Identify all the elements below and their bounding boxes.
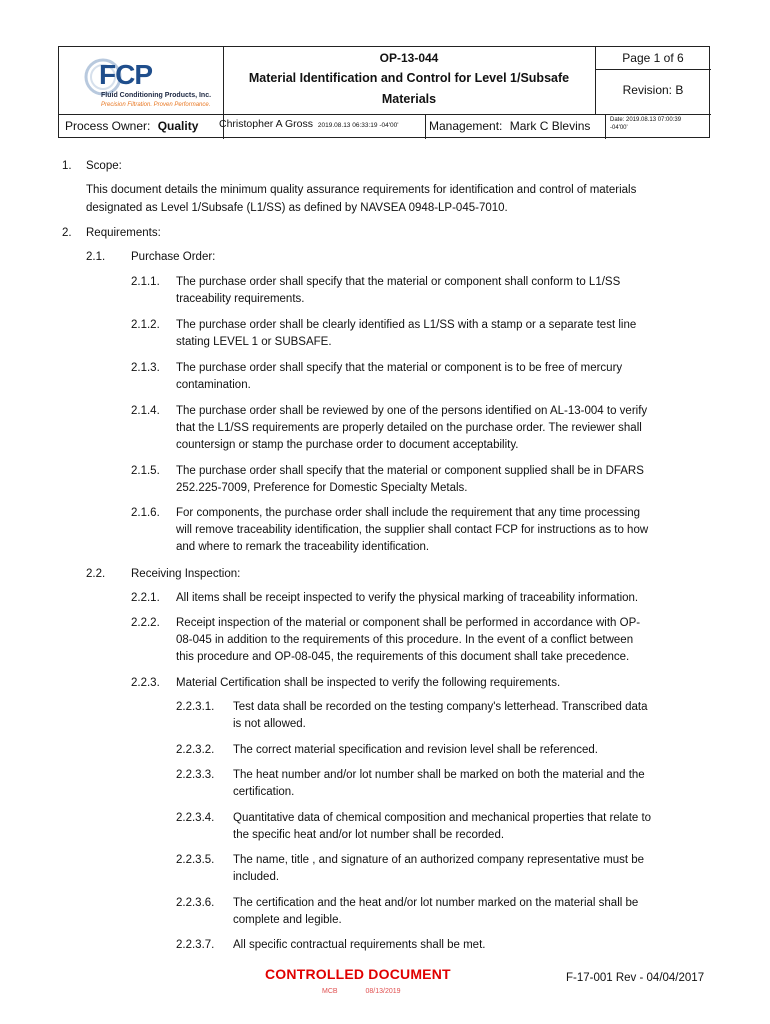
- item-text: Material Certification shall be inspected to verify the following requirements.: [176, 677, 561, 689]
- subitem-text: The name, title , and signature of an authorized company representative must be: [233, 854, 645, 866]
- divider: [425, 114, 426, 139]
- page-indicator: Page 1 of 6: [622, 51, 684, 65]
- subitem-number: 2.2.3.5.: [176, 854, 215, 866]
- item-text: For components, the purchase order shall include the requirement that any time processing: [176, 507, 641, 519]
- logo-letters: FCP: [99, 59, 152, 90]
- subitem-text: included.: [233, 871, 280, 883]
- revision-label: Revision: B: [622, 83, 684, 97]
- form-revision: F-17-001 Rev - 04/04/2017: [566, 972, 705, 984]
- item-number: 2.1.2.: [131, 319, 160, 331]
- section-2-1-number: 2.1.: [86, 251, 106, 263]
- divider: [605, 114, 606, 139]
- item-number: 2.1.1.: [131, 276, 160, 288]
- subitem-text: The correct material specification and revision level shall be referenced.: [233, 744, 598, 756]
- item-text: The purchase order shall specify that the material or component supplied shall be in DFARS: [176, 465, 644, 477]
- process-owner-label: Process Owner:: [65, 119, 151, 133]
- item-text: 08-045 in addition to the requirements of this procedure. In the event of a conflict between: [176, 634, 634, 646]
- item-text: 252.225-7009, Preference for Domestic Specialty Metals.: [176, 482, 468, 494]
- section-2-2-number: 2.2.: [86, 568, 106, 580]
- item-text: contamination.: [176, 379, 251, 391]
- item-text: The purchase order shall be clearly identified as L1/SS with a stamp or a separate test line: [176, 319, 637, 331]
- subitem-number: 2.2.3.4.: [176, 812, 215, 824]
- item-number: 2.1.4.: [131, 405, 160, 417]
- item-text: and where to remark the traceability identification.: [176, 541, 430, 553]
- subitem-number: 2.2.3.7.: [176, 939, 215, 951]
- divider: [595, 69, 711, 70]
- item-text: All items shall be receipt inspected to verify the physical marking of traceability information.: [176, 592, 639, 604]
- item-text: this procedure and OP-08-045, the requirements of this document shall take precedence.: [176, 651, 630, 663]
- management-sign-name: Mark C Blevins: [509, 119, 591, 133]
- item-number: 2.1.6.: [131, 507, 160, 519]
- management-label: Management:: [429, 119, 503, 133]
- stamp-date: 08/13/2019: [365, 988, 401, 995]
- company-logo: [73, 53, 223, 111]
- doc-number: OP-13-044: [379, 51, 439, 65]
- doc-title-line1: Material Identification and Control for Level 1/Subsafe: [248, 71, 570, 85]
- item-text: The purchase order shall be reviewed by one of the persons identified on AL-13-004 to verify: [176, 405, 648, 417]
- management-date-line1: Date: 2019.08.13 07:00:39: [610, 117, 682, 123]
- subitem-number: 2.2.3.2.: [176, 744, 215, 756]
- subitem-number: 2.2.3.6.: [176, 897, 215, 909]
- subitem-text: The certification and the heat and/or lot number marked on the material shall be: [233, 897, 639, 909]
- section-2-title: Requirements:: [86, 227, 161, 239]
- owner-signature: [219, 118, 398, 130]
- item-text: will remove traceability identification, the supplier shall contact FCP for instructions as to how: [176, 524, 649, 536]
- subitem-text: is not allowed.: [233, 718, 306, 730]
- item-text: stating LEVEL 1 or SUBSAFE.: [176, 336, 332, 348]
- section-2-number: 2.: [62, 227, 72, 239]
- item-text: traceability requirements.: [176, 293, 305, 305]
- item-text: countersign or stamp the purchase order to document acceptability.: [176, 439, 519, 451]
- subitem-text: Test data shall be recorded on the testing company's letterhead. Transcribed data: [233, 701, 648, 713]
- doc-title-line2: Materials: [381, 92, 437, 106]
- subitem-text: Quantitative data of chemical composition and mechanical properties that relate to: [233, 812, 652, 824]
- owner-sign-date: 2019.08.13 06:33:19 -04'00': [317, 122, 399, 129]
- scope-text-line1: This document details the minimum quality assurance requirements for identification and control of materials: [86, 184, 637, 196]
- controlled-stamp-details: [322, 988, 401, 995]
- company-name: Fluid Conditioning Products, Inc.: [101, 92, 212, 99]
- item-number: 2.2.2.: [131, 617, 160, 629]
- company-tagline: Precision Filtration. Proven Performance.: [101, 102, 211, 108]
- stamp-initials: MCB: [322, 988, 338, 995]
- subitem-number: 2.2.3.1.: [176, 701, 215, 713]
- item-number: 2.2.1.: [131, 592, 160, 604]
- section-1-title: Scope:: [86, 160, 122, 172]
- subitem-text: the specific heat and/or lot number shall be recorded.: [233, 829, 505, 841]
- subitem-text: complete and legible.: [233, 914, 342, 926]
- subitem-number: 2.2.3.3.: [176, 769, 215, 781]
- item-number: 2.1.3.: [131, 362, 160, 374]
- section-1-number: 1.: [62, 160, 72, 172]
- scope-text-line2: designated as Level 1/Subsafe (L1/SS) as defined by NAVSEA 0948-LP-045-7010.: [86, 202, 508, 214]
- item-text: The purchase order shall specify that the material or component shall conform to L1/SS: [176, 276, 621, 288]
- process-owner-value: Quality: [157, 119, 199, 133]
- item-number: 2.2.3.: [131, 677, 160, 689]
- divider: [59, 114, 711, 115]
- subitem-text: certification.: [233, 786, 295, 798]
- document-header: [58, 46, 710, 138]
- item-text: The purchase order shall specify that the material or component is to be free of mercury: [176, 362, 623, 374]
- owner-sign-name: Christopher A Gross: [219, 118, 313, 130]
- controlled-document-stamp: CONTROLLED DOCUMENT: [265, 966, 451, 982]
- section-2-2-title: Receiving Inspection:: [131, 568, 241, 580]
- item-text: that the L1/SS requirements are properly detailed on the purchase order. The reviewer shall: [176, 422, 642, 434]
- management-date-line2: -04'00': [610, 125, 628, 131]
- item-text: Receipt inspection of the material or component shall be performed in accordance with OP-: [176, 617, 641, 629]
- subitem-text: The heat number and/or lot number shall be marked on both the material and the: [233, 769, 645, 781]
- item-number: 2.1.5.: [131, 465, 160, 477]
- management-sign-date: [610, 116, 681, 132]
- section-2-1-title: Purchase Order:: [131, 251, 216, 263]
- subitem-text: All specific contractual requirements shall be met.: [233, 939, 486, 951]
